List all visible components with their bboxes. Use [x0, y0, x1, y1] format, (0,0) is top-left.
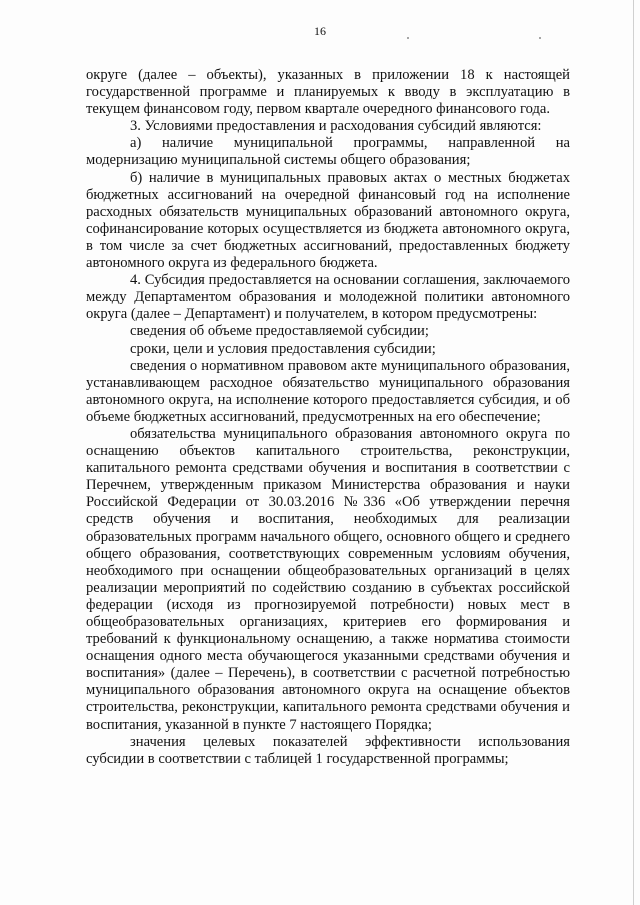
scan-edge-line	[633, 0, 634, 905]
paragraph: обязательства муниципального образования автономного округа по оснащению объектов капитального строительства, реконструкции, капитального ремонта средствами обучения и воспитания в соответствии с Перечнем, утвержденным приказом Министерства образования и науки Российской Федерации от 30.03.2016 №336 «Об утверждении перечня средств обучения и воспитания, необходимых для реализации образовательных программ начального общего, основного общего и среднего общего образования, соответствующих современным условиям обучения, необходимого при оснащении общеобразовательных организаций в целях реализации мероприятий по содействию созданию в субъектах российской федерации (исходя из прогнозируемой потребности) новых мест в общеобразовательных организациях, критериев его формирования и требований к функциональному оснащению, а также норматива стоимости оснащения одного места обучающегося указанными средствами обучения и воспитания» (далее – Перечень), в соответствии с расчетной потребностью муниципального образования автономного округа на оснащение объектов строительства, реконструкции, капитального ремонта средствами обучения и воспитания, указанной в пункте 7 настоящего Порядка;	[86, 425, 570, 733]
paragraph: а) наличие муниципальной программы, направленной на модернизацию муниципальной системы общего образования;	[86, 135, 570, 169]
paragraph: сроки, цели и условия предоставления субсидии;	[130, 340, 436, 357]
paragraph: 3. Условиями предоставления и расходования субсидий являются:	[130, 118, 542, 135]
paragraph: округе (далее – объекты), указанных в приложении 18 к настоящей государственной программе и планируемых к вводу в эксплуатацию в текущем финансовом году, первом квартале очередного финансового года.	[86, 67, 570, 118]
page-number: 16	[314, 24, 326, 38]
paragraph: сведения о нормативном правовом акте муниципального образования, устанавливающем расходное обязательство муниципального образования автономного округа, на исполнение которого предоставляется субсидия, и об объеме бюджетных ассигнований, предусмотренных на его обеспечение;	[86, 357, 570, 425]
paragraph: 4. Субсидия предоставляется на основании соглашения, заключаемого между Департаментом образования и молодежной политики автономного округа (далее – Департамент) и получателем, в котором предусмотрены:	[86, 272, 570, 323]
paragraph: б) наличие в муниципальных правовых актах о местных бюджетах бюджетных ассигнований на очередной финансовый год на исполнение расходных обязательств муниципальных образований автономного округа, софинансирование которых осуществляется из бюджета автономного округа, в том числе за счет бюджетных ассигнований, предоставленных бюджету автономного округа из федерального бюджета.	[86, 169, 570, 272]
document-body	[86, 67, 570, 768]
paragraph: сведения об объеме предоставляемой субсидии;	[130, 323, 429, 340]
paragraph: значения целевых показателей эффективности использования субсидии в соответствии с таблицей 1 государственной программы;	[86, 733, 570, 767]
